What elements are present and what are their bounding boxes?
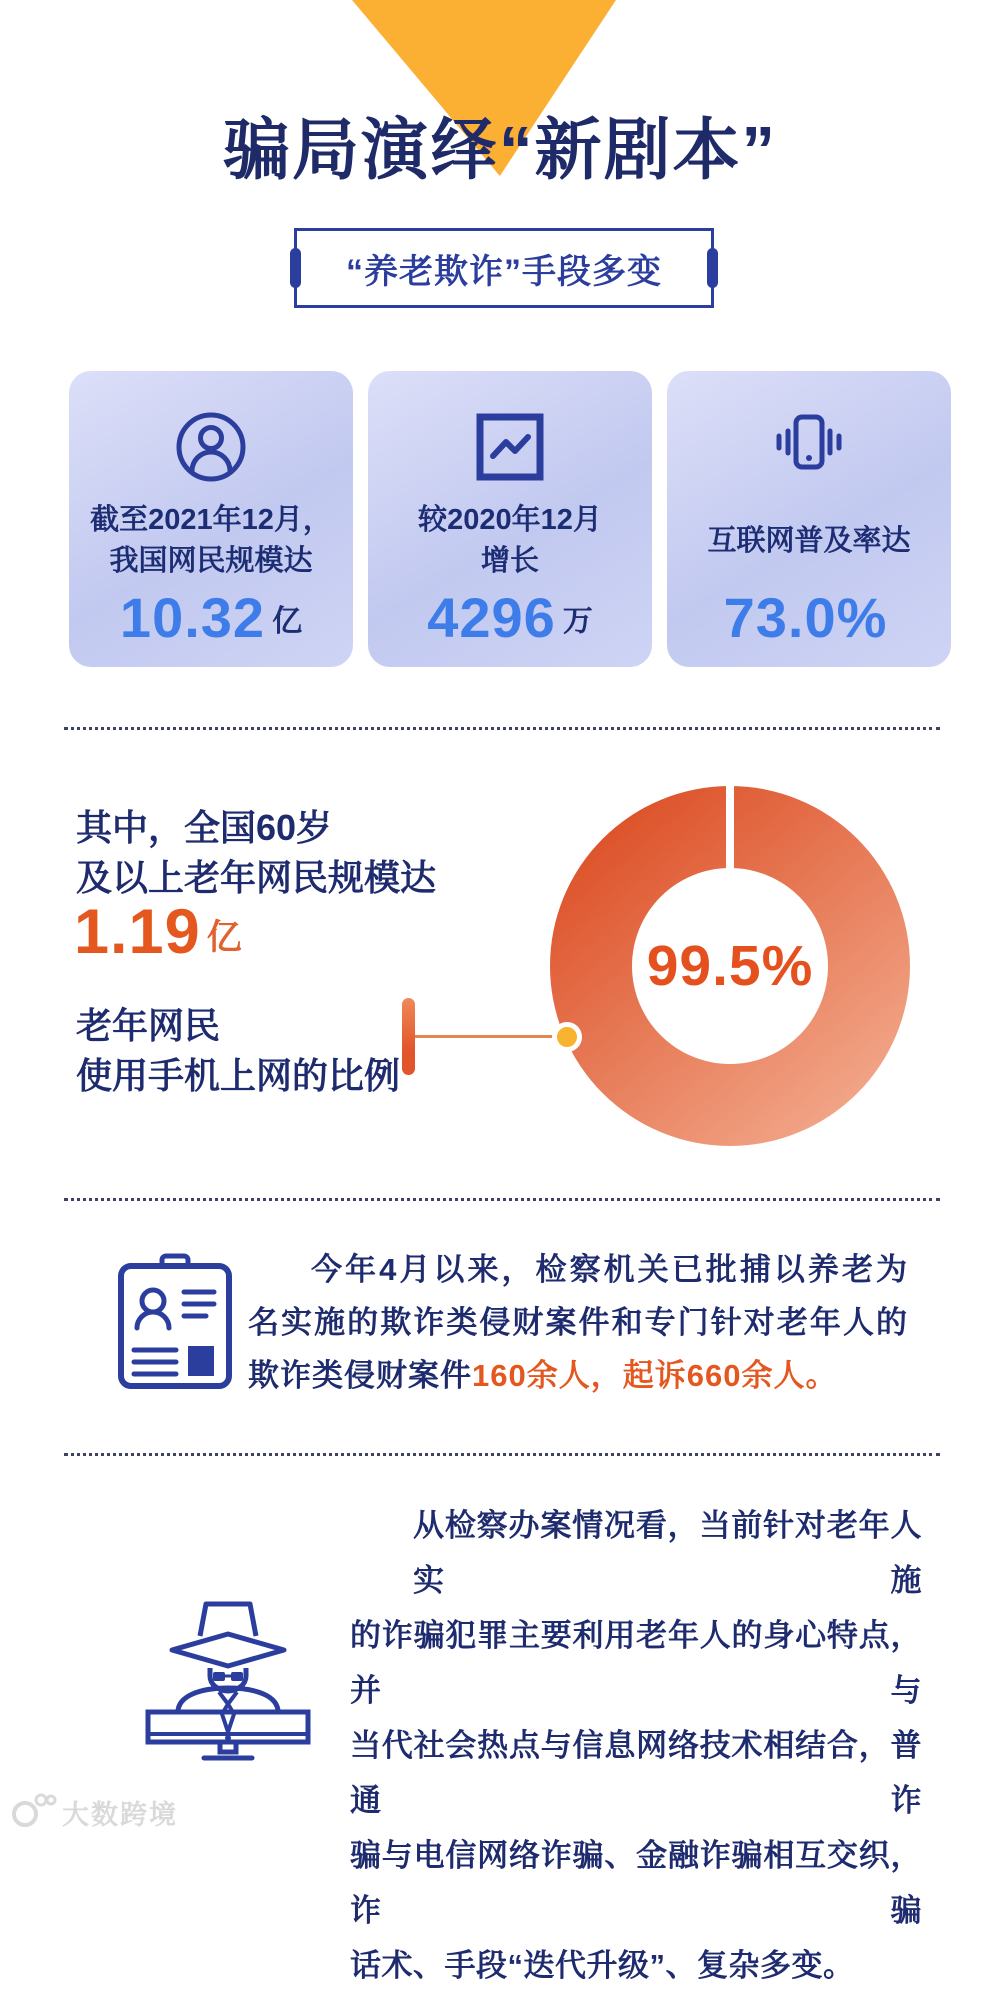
- label-line: 增长: [480, 545, 539, 577]
- label-line: 我国网民规模达: [109, 545, 313, 577]
- stat-value: 4296: [427, 586, 556, 649]
- paragraph-line: 的诈骗犯罪主要利用老年人的身心特点，并与: [350, 1618, 922, 1708]
- stat-card-value-row: [723, 586, 895, 649]
- paragraph-line: 当代社会热点与信息网络技术相结合，普通诈: [350, 1728, 922, 1818]
- donut-label-line2: 使用手机上网的比例: [76, 1055, 401, 1096]
- elderly-intro-line1: 其中，全国60岁: [76, 807, 333, 848]
- donut-percent-label: 99.5%: [646, 934, 814, 998]
- label-line: 截至2021年12月，: [90, 504, 332, 536]
- elderly-intro-line2: 及以上老年网民规模达: [76, 857, 437, 898]
- page-title: 骗局演绎“新剧本”: [223, 112, 777, 188]
- mobile-phone-icon: [765, 397, 853, 497]
- paragraph-line: 话术、手段“迭代升级”、复杂多变。: [350, 1948, 855, 1983]
- donut-chart: [550, 786, 910, 1146]
- dotted-divider: [64, 1198, 940, 1201]
- subtitle-text: “养老欺诈”手段多变: [346, 252, 662, 291]
- paragraph-line: [248, 1349, 908, 1402]
- subtitle-left-bar: [290, 248, 301, 288]
- elderly-value: 1.19: [74, 897, 201, 967]
- subtitle-right-bar: [707, 248, 718, 288]
- donut-label-line1: 老年网民: [76, 1005, 221, 1046]
- stat-card-growth: [368, 371, 652, 667]
- paragraph-line: 今年4月以来，检察机关已批捕以养老为: [311, 1252, 908, 1287]
- label-pointer-dot: [552, 1022, 582, 1052]
- paragraph-line: 从检察办案情况看，当前针对老年人实施: [413, 1508, 922, 1598]
- label-line: 较2020年12月: [418, 504, 602, 536]
- id-card-icon: [112, 1252, 240, 1399]
- watermark: [10, 1792, 178, 1833]
- dotted-divider: [64, 1453, 940, 1456]
- elderly-unit: 亿: [206, 918, 242, 957]
- watermark-logo-icon: [10, 1792, 56, 1833]
- stat-card-value-row: [427, 586, 593, 649]
- highlight-counts: 160余人，起诉660余人。: [472, 1358, 838, 1393]
- stat-value: 73.0%: [723, 586, 888, 649]
- stat-card-label: [707, 497, 910, 585]
- elderly-value-row: [74, 897, 242, 967]
- arrest-paragraph: [248, 1243, 908, 1402]
- stat-card-netizens: [69, 371, 353, 667]
- user-icon: [173, 397, 249, 497]
- stat-card-label: [418, 497, 602, 585]
- stat-card-penetration: [667, 371, 951, 667]
- stat-card-label: [90, 497, 332, 585]
- line-prefix: 欺诈类侵财案件: [248, 1358, 472, 1393]
- subtitle-box: [294, 228, 714, 308]
- watermark-text: 大数跨境: [62, 1800, 178, 1830]
- stat-value: 10.32: [119, 586, 266, 649]
- paragraph-line: 名实施的欺诈类侵财案件和专门针对老年人的: [248, 1305, 908, 1340]
- stat-unit: 万: [562, 605, 593, 638]
- dotted-divider: [64, 727, 940, 730]
- label-line: 互联网普及率达: [707, 524, 911, 557]
- trend-chart-icon: [472, 397, 548, 497]
- stat-cards-row: [69, 371, 951, 667]
- fraudster-icon: [120, 1590, 335, 1780]
- label-pointer-line: [415, 1035, 561, 1038]
- analysis-paragraph: [350, 1498, 922, 1993]
- label-pointer-capsule: [402, 998, 415, 1075]
- stat-card-value-row: [119, 586, 303, 649]
- stat-unit: 亿: [272, 605, 303, 638]
- paragraph-line: 骗与电信网络诈骗、金融诈骗相互交织，诈骗: [350, 1838, 922, 1928]
